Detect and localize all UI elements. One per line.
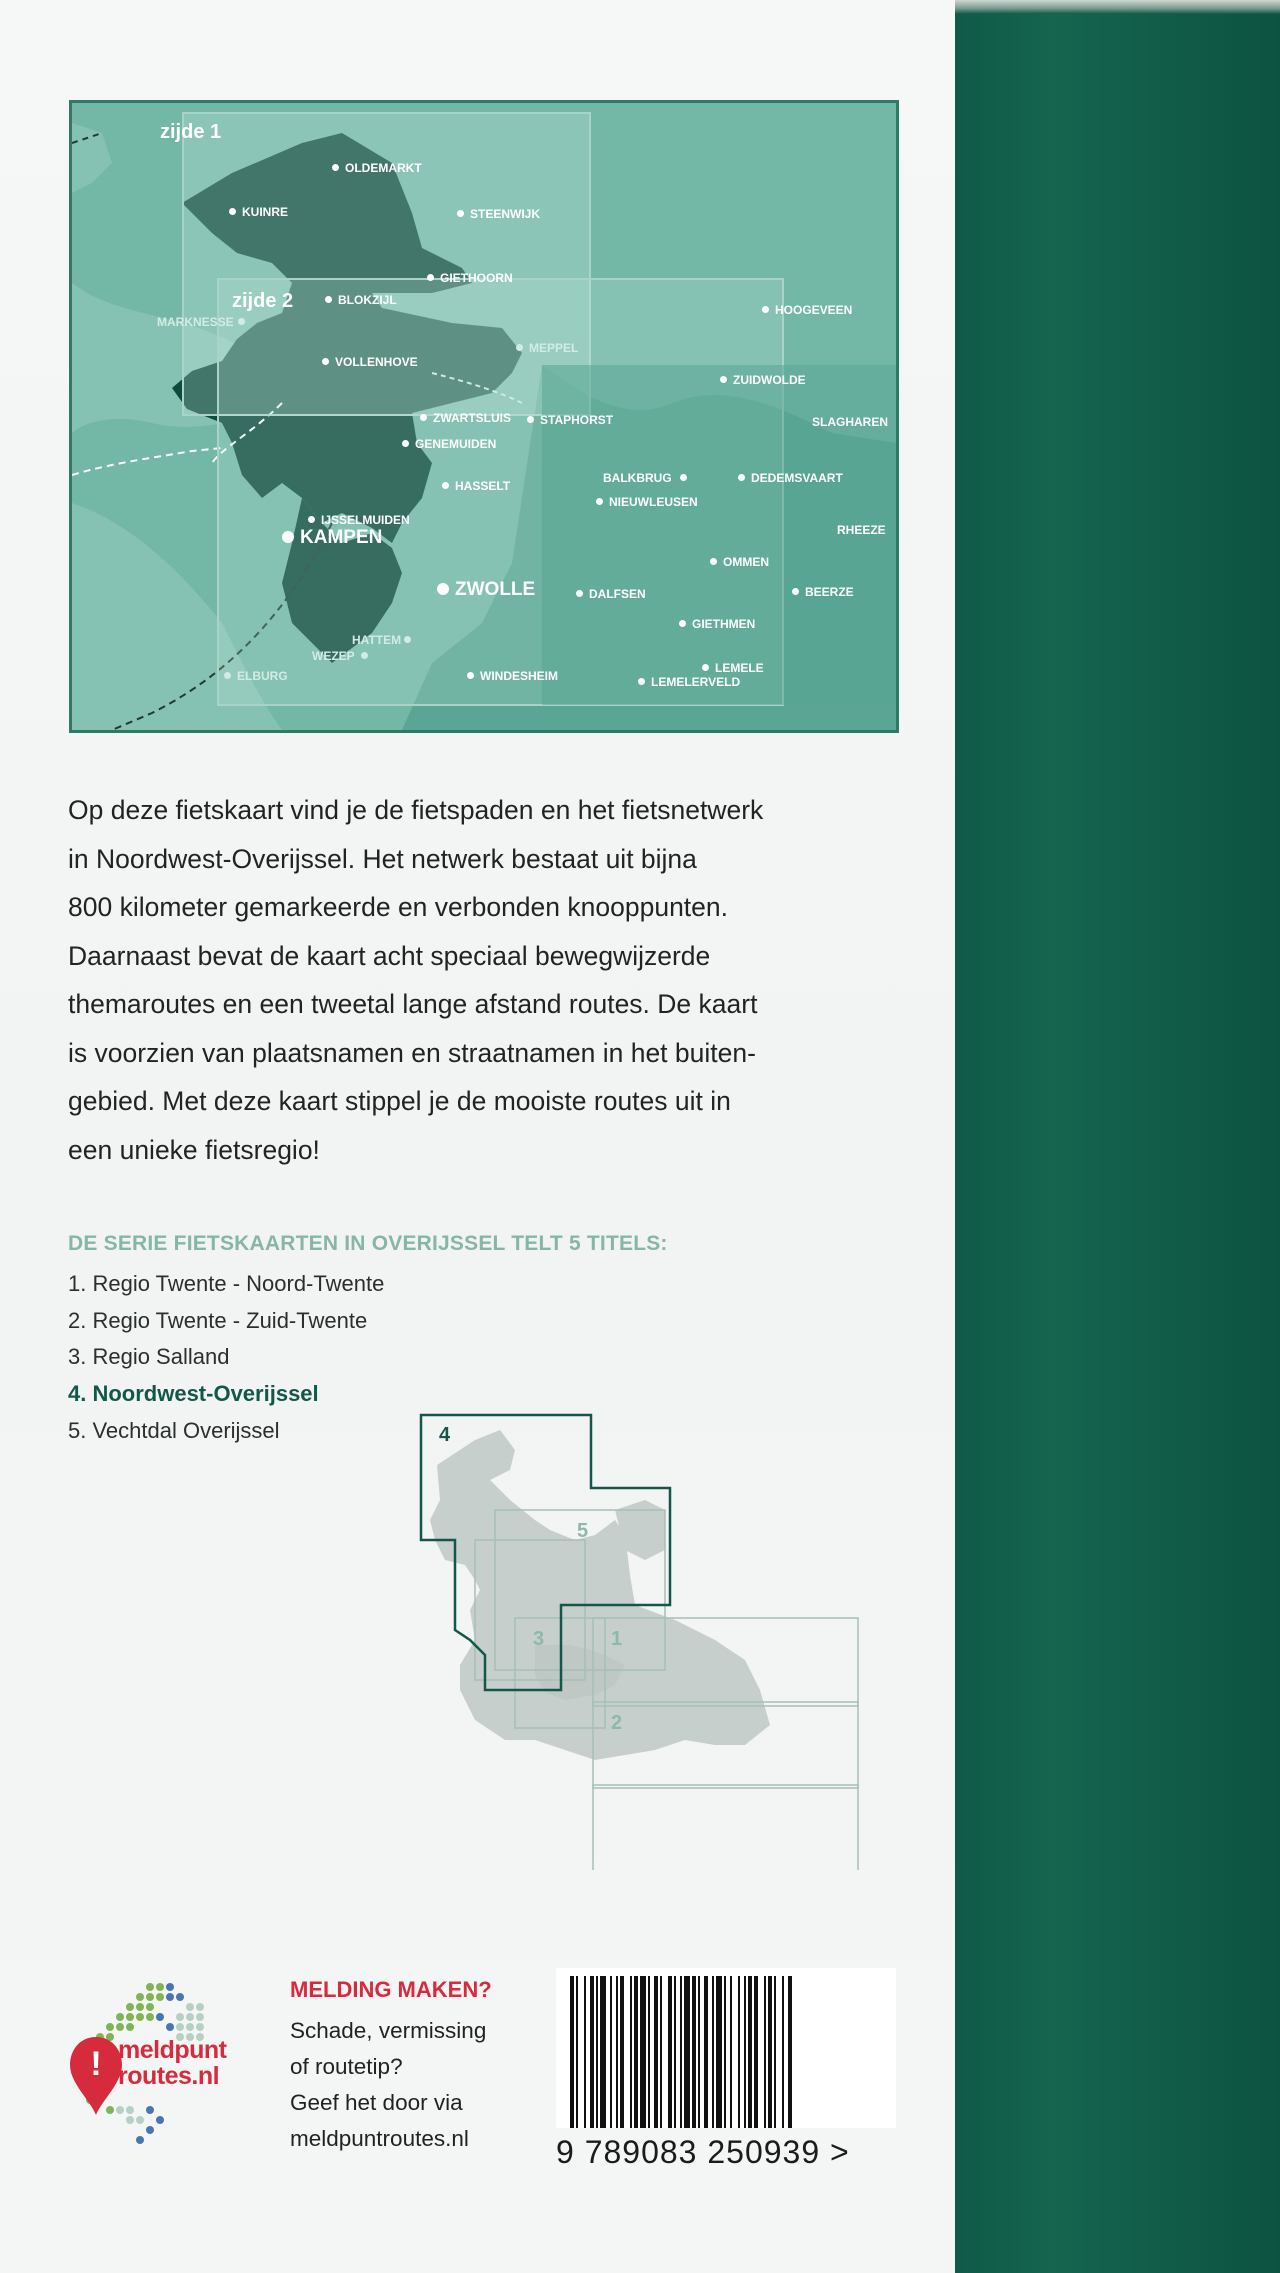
barcode-bar xyxy=(576,1976,578,2128)
melding-url[interactable]: meldpuntroutes.nl xyxy=(290,2126,469,2151)
place-hattem: HATTEM xyxy=(352,633,417,647)
barcode-bar xyxy=(648,1976,650,2128)
place-dot xyxy=(282,531,294,543)
description-line: Daarnaast bevat de kaart acht speciaal bewegwijzerde xyxy=(68,940,711,971)
barcode-bar xyxy=(680,1976,682,2128)
series-heading: DE SERIE FIETSKAARTEN IN OVERIJSSEL TELT 5 TITELS: xyxy=(68,1232,668,1255)
barcode-bar xyxy=(698,1976,700,2128)
place-dot xyxy=(792,588,799,595)
barcode-bar xyxy=(768,1976,772,2128)
barcode-bar xyxy=(748,1976,752,2128)
barcode-bar xyxy=(590,1976,594,2128)
barcode-bar xyxy=(660,1976,662,2128)
barcode xyxy=(556,1968,896,2128)
place-ijsselmuiden: IJSSELMUIDEN xyxy=(308,513,410,527)
place-dot xyxy=(596,498,603,505)
description-line: themaroutes en een tweetal lange afstand routes. De kaart xyxy=(68,989,758,1019)
place-lemelerveld: LEMELERVELD xyxy=(638,675,740,689)
place-hasselt: HASSELT xyxy=(442,479,510,493)
barcode-bar xyxy=(730,1976,732,2128)
barcode-bar xyxy=(654,1976,658,2128)
description-line: Op deze fietskaart vind je de fietspaden en het fietsnetwerk xyxy=(68,795,764,825)
place-giethoorn: GIETHOORN xyxy=(427,271,513,285)
place-dot xyxy=(576,590,583,597)
place-oldemarkt: OLDEMARKT xyxy=(332,161,422,175)
place-dot xyxy=(224,672,231,679)
place-beerze: BEERZE xyxy=(792,585,854,599)
place-dot xyxy=(308,516,315,523)
overview-label-1: 1 xyxy=(611,1628,623,1650)
place-dot xyxy=(427,274,434,281)
place-dot xyxy=(402,440,409,447)
place-dot xyxy=(229,208,236,215)
overview-label-2: 2 xyxy=(611,1712,623,1734)
barcode-bar xyxy=(610,1976,612,2128)
place-vollenhove: VOLLENHOVE xyxy=(322,355,418,369)
overview-label-4: 4 xyxy=(439,1424,451,1446)
melding-line: Geef het door via xyxy=(290,2090,463,2115)
description-text xyxy=(68,786,908,1174)
place-slagharen: SLAGHAREN xyxy=(812,415,889,429)
place-dot xyxy=(738,474,745,481)
barcode-bars xyxy=(556,1968,896,2128)
place-meppel: MEPPEL xyxy=(516,341,578,355)
place-dot xyxy=(322,358,329,365)
barcode-digits: 9 789083 250939 > xyxy=(556,2134,850,2170)
barcode-bar xyxy=(640,1976,646,2128)
barcode-bar xyxy=(634,1976,638,2128)
place-dot xyxy=(325,296,332,303)
barcode-bar xyxy=(774,1976,776,2128)
place-balkbrug: BALKBRUG xyxy=(603,471,693,485)
place-dot xyxy=(238,318,245,325)
barcode-bar xyxy=(570,1976,574,2128)
place-kuinre: KUINRE xyxy=(229,205,288,219)
barcode-bar xyxy=(724,1976,726,2128)
description-line: gebied. Met deze kaart stippel je de mooiste routes uit in xyxy=(68,1086,731,1116)
place-rheeze: RHEEZE xyxy=(837,523,886,537)
series-item: 1. Regio Twente - Noord-Twente xyxy=(68,1271,385,1296)
overview-label-5: 5 xyxy=(577,1520,589,1542)
place-dedemsvaart: DEDEMSVAART xyxy=(738,471,843,485)
logo-exclamation: ! xyxy=(90,2045,102,2083)
place-dot xyxy=(442,482,449,489)
place-dalfsen: DALFSEN xyxy=(576,587,646,601)
place-hoogeveen: HOOGEVEEN xyxy=(762,303,852,317)
series-overview-map xyxy=(415,1410,905,1870)
place-dot xyxy=(638,678,645,685)
barcode-bar xyxy=(738,1976,740,2128)
overview-label-3: 3 xyxy=(533,1628,545,1650)
series-list xyxy=(68,1266,384,1450)
melding-line: Schade, vermissing xyxy=(290,2018,487,2043)
place-ommen: OMMEN xyxy=(710,555,769,569)
place-blokzijl: BLOKZIJL xyxy=(325,293,397,307)
place-dot xyxy=(404,636,411,643)
barcode-bar xyxy=(782,1976,784,2128)
barcode-bar xyxy=(788,1976,792,2128)
series-item: 3. Regio Salland xyxy=(68,1344,230,1370)
meldpunt-logo-text xyxy=(118,2037,227,2089)
place-dot xyxy=(457,210,464,217)
barcode-bar xyxy=(596,1976,598,2128)
place-genemuiden: GENEMUIDEN xyxy=(402,437,496,451)
place-dot xyxy=(516,344,523,351)
barcode-bar xyxy=(764,1976,766,2128)
place-zuidwolde: ZUIDWOLDE xyxy=(720,373,806,387)
region-map xyxy=(69,100,899,733)
place-dot xyxy=(762,306,769,313)
place-dot xyxy=(720,376,727,383)
place-staphorst: STAPHORST xyxy=(527,413,613,427)
description-line: 800 kilometer gemarkeerde en verbonden knooppunten. xyxy=(68,892,729,922)
barcode-bar xyxy=(620,1976,624,2128)
description-line: is voorzien van plaatsnamen en straatnamen in het buiten- xyxy=(68,1037,756,1068)
place-zwolle: ZWOLLE xyxy=(437,579,535,601)
place-kampen: KAMPEN xyxy=(282,527,382,549)
place-marknesse: MARKNESSE xyxy=(157,315,251,329)
melding-line: of routetip? xyxy=(290,2054,403,2079)
melding-title: MELDING MAKEN? xyxy=(290,1977,492,2002)
place-windesheim: WINDESHEIM xyxy=(467,669,558,683)
place-dot xyxy=(467,672,474,679)
barcode-bar xyxy=(754,1976,758,2128)
description-line: in Noordwest-Overijssel. Het netwerk bestaat uit bijna xyxy=(68,843,697,874)
place-steenwijk: STEENWIJK xyxy=(457,207,540,221)
barcode-bar xyxy=(584,1976,586,2128)
zijde-1-label: zijde 1 xyxy=(160,121,222,143)
place-lemele: LEMELE xyxy=(702,661,764,675)
place-dot xyxy=(420,414,427,421)
series-item: 2. Regio Twente - Zuid-Twente xyxy=(68,1307,368,1333)
barcode-bar xyxy=(668,1976,672,2128)
cover-spine xyxy=(955,0,1280,2273)
place-zwartsluis: ZWARTSLUIS xyxy=(420,411,511,425)
barcode-bar xyxy=(716,1976,722,2128)
barcode-bar xyxy=(674,1976,676,2128)
place-dot xyxy=(437,583,449,595)
overview-graphic xyxy=(415,1410,905,1870)
place-elburg: ELBURG xyxy=(224,669,288,683)
series-item-current: 4. Noordwest-Overijssel xyxy=(68,1381,319,1407)
logo-line-1: meldpunt xyxy=(118,2036,227,2064)
place-dot xyxy=(710,558,717,565)
barcode-bar xyxy=(692,1976,696,2128)
barcode-bar xyxy=(684,1976,690,2128)
barcode-bar xyxy=(744,1976,746,2128)
place-dot xyxy=(527,416,534,423)
barcode-bar xyxy=(704,1976,708,2128)
place-dot xyxy=(679,620,686,627)
place-nieuwleusen: NIEUWLEUSEN xyxy=(596,495,698,509)
barcode-bar xyxy=(616,1976,618,2128)
place-dot xyxy=(332,164,339,171)
melding-text xyxy=(290,2013,486,2157)
place-dot xyxy=(702,664,709,671)
zijde-2-label: zijde 2 xyxy=(232,290,294,312)
logo-line-2: routes.nl xyxy=(118,2062,220,2090)
description-line: een unieke fietsregio! xyxy=(68,1134,320,1165)
barcode-bar xyxy=(600,1976,606,2128)
barcode-bar xyxy=(630,1976,632,2128)
series-item: 5. Vechtdal Overijssel xyxy=(68,1417,280,1443)
spine-edge xyxy=(955,0,1280,14)
barcode-bar xyxy=(712,1976,714,2128)
place-giethmen: GIETHMEN xyxy=(679,617,755,631)
place-wezep: WEZEP xyxy=(312,649,374,663)
place-dot xyxy=(680,474,687,481)
place-dot xyxy=(361,652,368,659)
